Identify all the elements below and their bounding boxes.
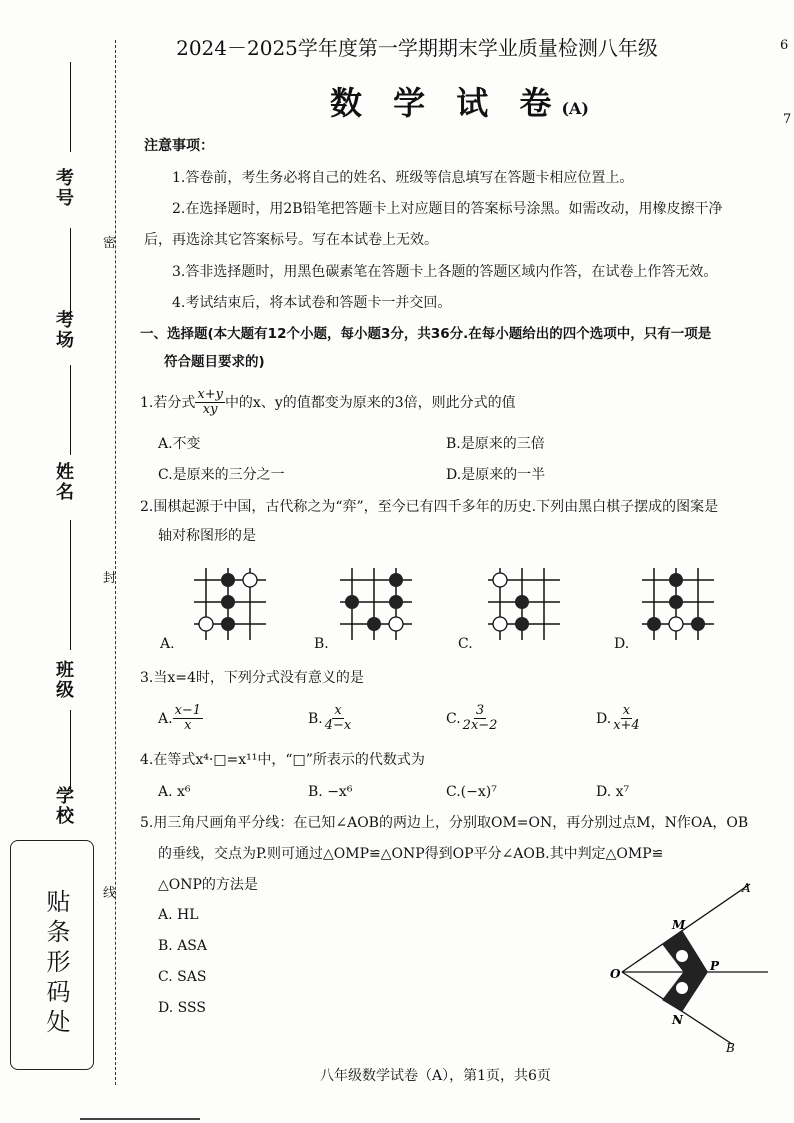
seal-char-mi: 密: [103, 236, 117, 251]
field-line: [70, 365, 71, 455]
go-board-c: [482, 562, 566, 646]
q3-option-b: [308, 704, 353, 734]
q1-suffix: 中的x、y的值都变为原来的3倍，则此分式的值: [224, 394, 516, 411]
white-stone: [493, 617, 507, 631]
q1-numerator: x+y: [197, 387, 223, 402]
white-stone: [243, 573, 257, 587]
numerator: x: [622, 703, 631, 718]
notice-item: 1.答卷前，考生务必将自己的姓名、班级等信息填写在答题卡相应位置上。: [172, 170, 634, 186]
white-stone: [199, 617, 213, 631]
denominator: 4−x: [324, 718, 352, 734]
question-4-stem: 4.在等式x⁴·□=x¹¹中，“□”所表示的代数式为: [140, 752, 425, 768]
page-footer: 八年级数学试卷（A），第1页，共6页: [320, 1068, 551, 1084]
q1-prefix: 1.若分式: [140, 394, 196, 411]
title-suffix: (A): [561, 99, 589, 118]
page-title: [330, 78, 589, 124]
question-2-stem-cont: 轴对称图形的是: [158, 528, 256, 544]
q5-option-a: A. HL: [158, 907, 199, 923]
field-line: [70, 62, 71, 152]
option-label: C.: [446, 710, 461, 727]
q4-option-c: C.(−x)⁷: [446, 784, 497, 800]
point-label-o: O: [610, 967, 621, 981]
q3-option-a: [158, 704, 203, 734]
q2-option-b-label: B.: [314, 636, 329, 652]
notice-item: 3.答非选择题时，用黑色碳素笔在答题卡上各题的答题区域内作答，在试卷上作答无效。: [172, 264, 718, 280]
q4-option-d: D. x⁷: [596, 784, 630, 800]
notice-item: 2.在选择题时，用2B铅笔把答题卡上对应题目的答案标号涂黑。如需改动，用橡皮擦干净: [172, 201, 723, 217]
option-label: B.: [308, 710, 323, 727]
question-1-stem: [140, 388, 516, 418]
option-label: D.: [596, 710, 612, 727]
q4-option-a: A. x⁶: [158, 784, 191, 800]
q1-denominator: xy: [202, 402, 218, 418]
point-label-m: M: [672, 918, 686, 932]
point-label-n: N: [672, 1013, 683, 1027]
notice-item: 4.考试结束后，将本试卷和答题卡一并交回。: [172, 295, 452, 311]
question-2-stem: 2.围棋起源于中国，古代称之为“弈”，至今已有四千多年的历史.下列由黑白棋子摆成的图案是: [140, 499, 719, 515]
black-stone: [221, 595, 235, 609]
section-heading-cont: 符合题目要求的): [164, 354, 265, 370]
q1-option-a: A.不变: [158, 436, 201, 452]
q2-option-a-label: A.: [160, 636, 175, 652]
q5-option-d: D. SSS: [158, 1000, 206, 1016]
black-stone: [389, 595, 403, 609]
q2-option-d-label: D.: [614, 636, 630, 652]
numerator: x: [334, 703, 342, 718]
numerator: 3: [475, 703, 485, 718]
barcode-label: 贴条形码处: [42, 889, 70, 1039]
white-stone: [389, 617, 403, 631]
title-text: 数 学 试 卷: [330, 84, 562, 122]
field-name: 姓名: [53, 462, 74, 502]
point-label-p: P: [710, 959, 720, 973]
question-5-stem: 5.用三角尺画角平分线：在已知∠AOB的两边上，分别取OM=ON，再分别过点M，N作OA，OB: [140, 815, 749, 831]
denominator: x+4: [613, 718, 640, 734]
denominator: 2x−2: [462, 718, 498, 734]
black-stone: [691, 617, 705, 631]
point-label-a: A: [742, 881, 751, 895]
q2-option-c-label: C.: [458, 636, 473, 652]
field-line: [70, 228, 71, 318]
section-heading: 一、选择题(本大题有12个小题，每小题3分，共36分.在每小题给出的四个选项中，只有一项是: [140, 326, 712, 342]
angle-bisector-figure: [600, 872, 780, 1054]
q1-fraction: [195, 388, 225, 418]
seal-char-feng: 封: [103, 571, 117, 586]
field-line: [70, 520, 71, 650]
go-board-b: [334, 562, 418, 646]
q5-option-b: B. ASA: [158, 938, 207, 954]
q3-option-d: [596, 704, 642, 734]
option-fraction: [611, 704, 642, 734]
field-line: [70, 710, 71, 790]
question-5-stem-cont: 的垂线，交点为P.则可通过△OMP≌△ONP得到OP平分∠AOB.其中判定△OMP≌: [158, 846, 664, 862]
black-stone: [345, 595, 359, 609]
option-label: A.: [158, 710, 173, 727]
black-stone: [647, 617, 661, 631]
q1-option-c: C.是原来的三分之一: [158, 467, 285, 483]
q4-option-b: B. −x⁶: [308, 784, 353, 800]
seal-dotted-line: [115, 40, 116, 1085]
barcode-box: [10, 840, 94, 1070]
question-5-stem-cont: △ONP的方法是: [158, 877, 258, 893]
q1-option-b: B.是原来的三倍: [446, 436, 545, 452]
question-3-stem: 3.当x=4时，下列分式没有意义的是: [140, 670, 364, 686]
option-fraction: [173, 704, 204, 734]
option-fraction: [461, 704, 500, 734]
q1-option-d: D.是原来的一半: [446, 467, 546, 483]
white-stone: [669, 617, 683, 631]
point-label-b: B: [726, 1041, 735, 1054]
field-exam-room: 考场: [53, 310, 74, 350]
white-stone: [493, 573, 507, 587]
edge-number-top: 6: [780, 38, 789, 53]
field-school: 学校: [53, 786, 74, 826]
page-header: 2024－2025学年度第一学期期末学业质量检测八年级: [176, 36, 658, 60]
black-stone: [669, 573, 683, 587]
q3-option-c: [446, 704, 499, 734]
field-exam-number: 考号: [53, 168, 74, 208]
edge-number-mid: 7: [783, 112, 792, 127]
black-stone: [367, 617, 381, 631]
go-board-a: [188, 562, 272, 646]
q5-option-c: C. SAS: [158, 969, 207, 985]
numerator: x−1: [174, 703, 202, 718]
denominator: x: [184, 718, 192, 734]
black-stone: [221, 573, 235, 587]
field-class: 班级: [53, 660, 74, 700]
black-stone: [221, 617, 235, 631]
ruler-hole: [676, 950, 688, 962]
black-stone: [515, 617, 529, 631]
black-stone: [389, 573, 403, 587]
option-fraction: [323, 704, 354, 734]
black-stone: [669, 595, 683, 609]
notice-item: 后，再选涂其它答案标号。写在本试卷上无效。: [144, 232, 438, 248]
seal-char-xian: 线: [103, 886, 117, 901]
ruler-hole: [676, 982, 688, 994]
black-stone: [515, 595, 529, 609]
go-board-d: [636, 562, 720, 646]
bottom-rule: [80, 1118, 200, 1120]
notice-heading: 注意事项：: [144, 138, 214, 154]
